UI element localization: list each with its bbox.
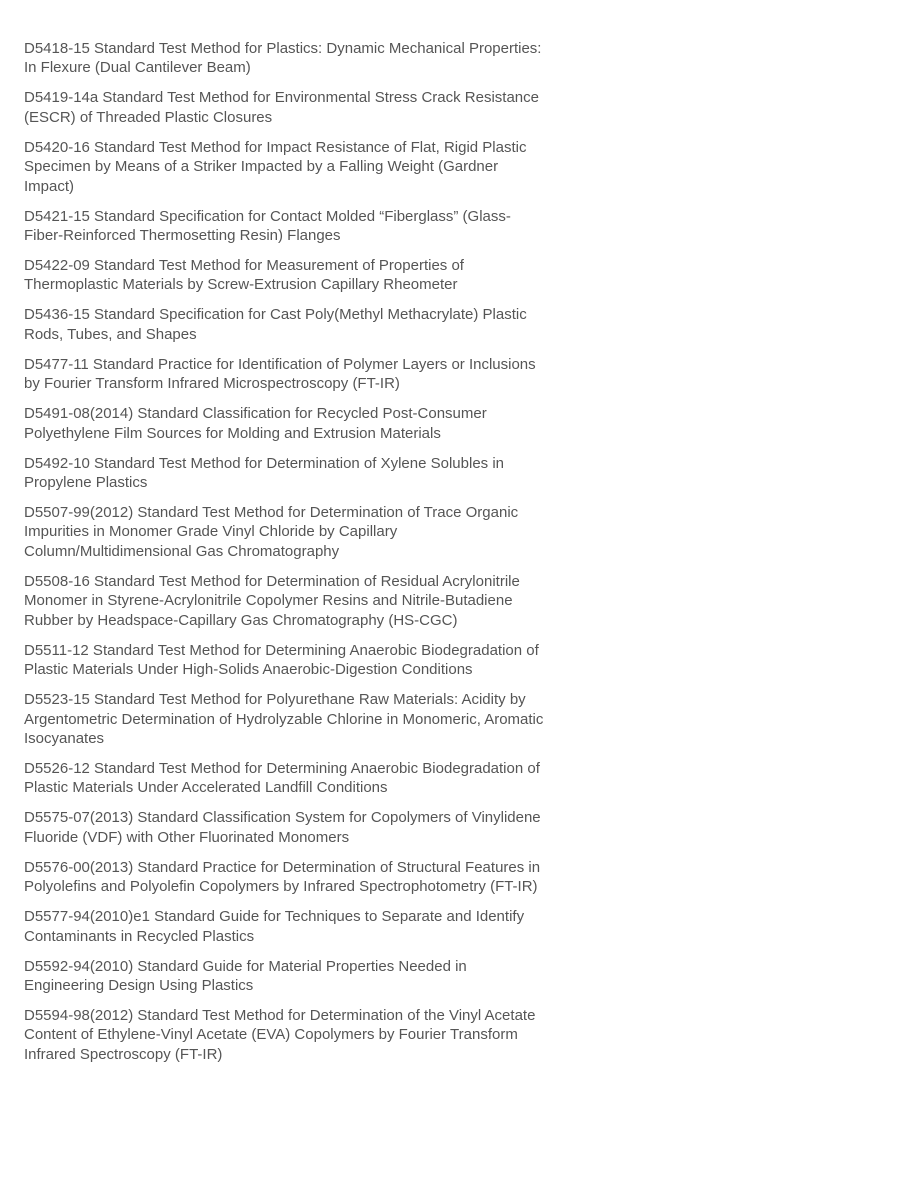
list-item: D5594-98(2012) Standard Test Method for Determination of the Vinyl Acetate Content of Ethylene-Vinyl Acetate (EVA) Copolymers by Fourier Transform Infrared Spectroscopy (FT-IR) [24,1006,536,1063]
standards-list [24,39,544,1075]
list-item: D5419-14a Standard Test Method for Environmental Stress Crack Resistance (ESCR) of Threaded Plastic Closures [24,89,539,126]
list-item: D5421-15 Standard Specification for Contact Molded “Fiberglass” (Glass-Fiber-Reinforced Thermosetting Resin) Flanges [24,207,511,245]
list-item: D5576-00(2013) Standard Practice for Determination of Structural Features in Polyolefins and Polyolefin Copolymers by Infrared Spectrophotometry (FT-IR) [24,858,541,896]
list-item: D5436-15 Standard Specification for Cast Poly(Methyl Methacrylate) Plastic Rods, Tubes, and Shapes [24,306,527,343]
list-item: D5492-10 Standard Test Method for Determination of Xylene Solubles in Propylene Plastics [24,454,505,492]
list-item: D5477-11 Standard Practice for Identification of Polymer Layers or Inclusions by Fourier Transform Infrared Microspectroscopy (FT-IR) [24,355,536,393]
list-item: D5420-16 Standard Test Method for Impact Resistance of Flat, Rigid Plastic Specimen by Means of a Striker Impacted by a Falling Weight (Gardner Impact) [24,138,527,195]
list-item: D5508-16 Standard Test Method for Determination of Residual Acrylonitrile Monomer in Styrene-Acrylonitrile Copolymer Resins and Nitrile-Butadiene Rubber by Headspace-Capillary Gas Chromatography (HS-CGC) [24,572,520,629]
list-item: D5418-15 Standard Test Method for Plastics: Dynamic Mechanical Properties: In Flexure (Dual Cantilever Beam) [24,40,542,77]
list-item: D5491-08(2014) Standard Classification for Recycled Post-Consumer Polyethylene Film Sources for Molding and Extrusion Materials [24,405,487,442]
list-item: D5523-15 Standard Test Method for Polyurethane Raw Materials: Acidity by Argentometric Determination of Hydrolyzable Chlorine in Monomeric, Aromatic Isocyanates [24,691,544,747]
list-item: D5526-12 Standard Test Method for Determining Anaerobic Biodegradation of Plastic Materials Under Accelerated Landfill Conditions [24,759,540,797]
list-item: D5575-07(2013) Standard Classification System for Copolymers of Vinylidene Fluoride (VDF) with Other Fluorinated Monomers [24,809,541,846]
list-item: D5592-94(2010) Standard Guide for Material Properties Needed in Engineering Design Using Plastics [24,957,467,994]
list-item: D5511-12 Standard Test Method for Determining Anaerobic Biodegradation of Plastic Materials Under High-Solids Anaerobic-Digestion Conditions [24,641,539,679]
list-item: D5507-99(2012) Standard Test Method for Determination of Trace Organic Impurities in Monomer Grade Vinyl Chloride by Capillary Column/Multidimensional Gas Chromatography [24,504,519,560]
list-item: D5577-94(2010)e1 Standard Guide for Techniques to Separate and Identify Contaminants in Recycled Plastics [24,908,525,945]
list-item: D5422-09 Standard Test Method for Measurement of Properties of Thermoplastic Materials by Screw-Extrusion Capillary Rheometer [24,257,464,294]
